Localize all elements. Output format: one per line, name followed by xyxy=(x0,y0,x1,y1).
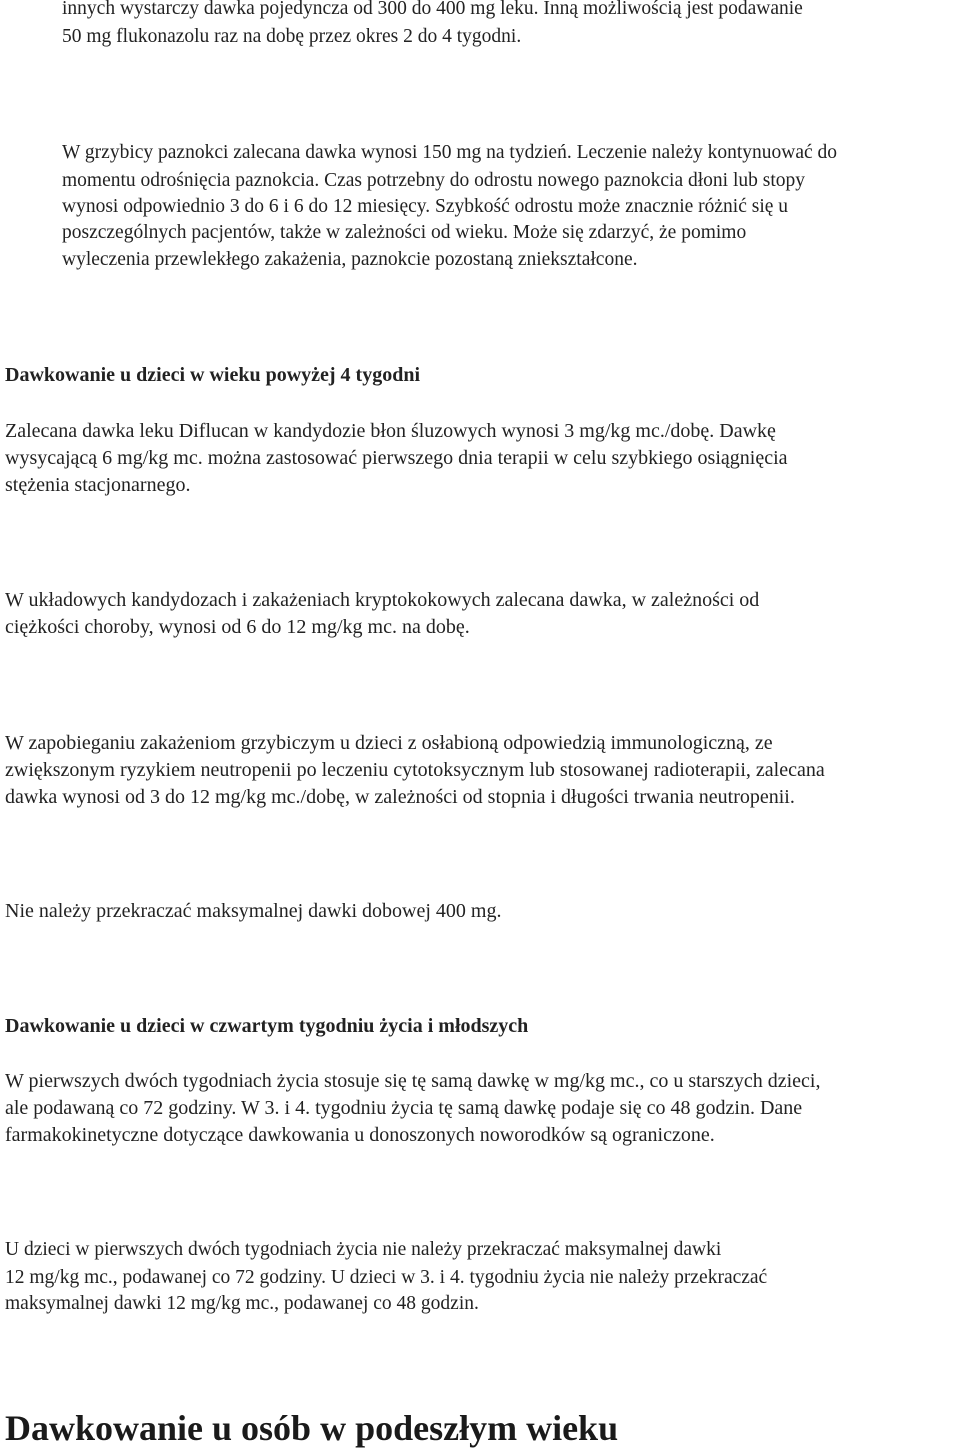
top-paragraph-line: innych wystarczy dawka pojedyncza od 300 do 400 mg leku. Inną możliwością jest podawanie xyxy=(62,0,803,19)
section-heading-elderly: Dawkowanie u osób w podeszłym wieku xyxy=(5,1408,619,1448)
children-over-4-weeks-p1-line: stężenia stacjonarnego. xyxy=(5,474,191,496)
children-4th-week-p1-line: farmakokinetyczne dotyczące dawkowania u donoszonych noworodków są ograniczone. xyxy=(5,1124,715,1146)
children-4th-week-p1-line: ale podawaną co 72 godziny. W 3. i 4. tygodniu życia tę samą dawkę podaje się co 48 godzin. Dane xyxy=(5,1097,803,1119)
children-over-4-weeks-p1-line: wysycającą 6 mg/kg mc. można zastosować pierwszego dnia terapii w celu szybkiego osiągnięcia xyxy=(5,447,788,469)
children-4th-week-p1-line: W pierwszych dwóch tygodniach życia stosuje się tę samą dawkę w mg/kg mc., co u starszych dzieci, xyxy=(5,1070,821,1092)
nail-paragraph-line: wyleczenia przewlekłego zakażenia, paznokcie pozostaną zniekształcone. xyxy=(62,249,638,270)
section-heading-children-4th-week: Dawkowanie u dzieci w czwartym tygodniu życia i młodszych xyxy=(5,1015,529,1037)
nail-paragraph-line: W grzybicy paznokci zalecana dawka wynosi 150 mg na tydzień. Leczenie należy kontynuować do xyxy=(62,142,838,163)
children-4th-week-p2-line: 12 mg/kg mc., podawanej co 72 godziny. U dzieci w 3. i 4. tygodniu życia nie należy przekraczać xyxy=(5,1267,768,1288)
children-over-4-weeks-p3-line: zwiększonym ryzykiem neutropenii po leczeniu cytotoksycznym lub stosowanej radioterapii, zalecana xyxy=(5,759,825,781)
section-heading-children-over-4-weeks: Dawkowanie u dzieci w wieku powyżej 4 tygodni xyxy=(5,364,421,386)
nail-paragraph-line: momentu odrośnięcia paznokcia. Czas potrzebny do odrostu nowego paznokcia dłoni lub stopy xyxy=(62,170,805,191)
children-over-4-weeks-p4-line: Nie należy przekraczać maksymalnej dawki dobowej 400 mg. xyxy=(5,900,502,922)
children-over-4-weeks-p3-line: W zapobieganiu zakażeniom grzybiczym u dzieci z osłabioną odpowiedzią immunologiczną, ze xyxy=(5,732,773,754)
children-4th-week-p2-line: U dzieci w pierwszych dwóch tygodniach życia nie należy przekraczać maksymalnej dawki xyxy=(5,1239,722,1260)
children-over-4-weeks-p2-line: W układowych kandydozach i zakażeniach kryptokokowych zalecana dawka, w zależności od xyxy=(5,589,760,611)
children-over-4-weeks-p2-line: ciężkości choroby, wynosi od 6 do 12 mg/kg mc. na dobę. xyxy=(5,616,470,638)
children-over-4-weeks-p1-line: Zalecana dawka leku Diflucan w kandydozie błon śluzowych wynosi 3 mg/kg mc./dobę. Dawkę xyxy=(5,420,776,442)
children-4th-week-p2-line: maksymalnej dawki 12 mg/kg mc., podawanej co 48 godzin. xyxy=(5,1293,479,1314)
children-over-4-weeks-p3-line: dawka wynosi od 3 do 12 mg/kg mc./dobę, w zależności od stopnia i długości trwania neutropenii. xyxy=(5,786,795,808)
nail-paragraph-line: wynosi odpowiednio 3 do 6 i 6 do 12 miesięcy. Szybkość odrostu może znacznie różnić się u xyxy=(62,196,789,217)
nail-paragraph-line: poszczególnych pacjentów, także w zależności od wieku. Może się zdarzyć, że pomimo xyxy=(62,222,747,243)
top-paragraph-line: 50 mg flukonazolu raz na dobę przez okres 2 do 4 tygodni. xyxy=(62,26,522,47)
